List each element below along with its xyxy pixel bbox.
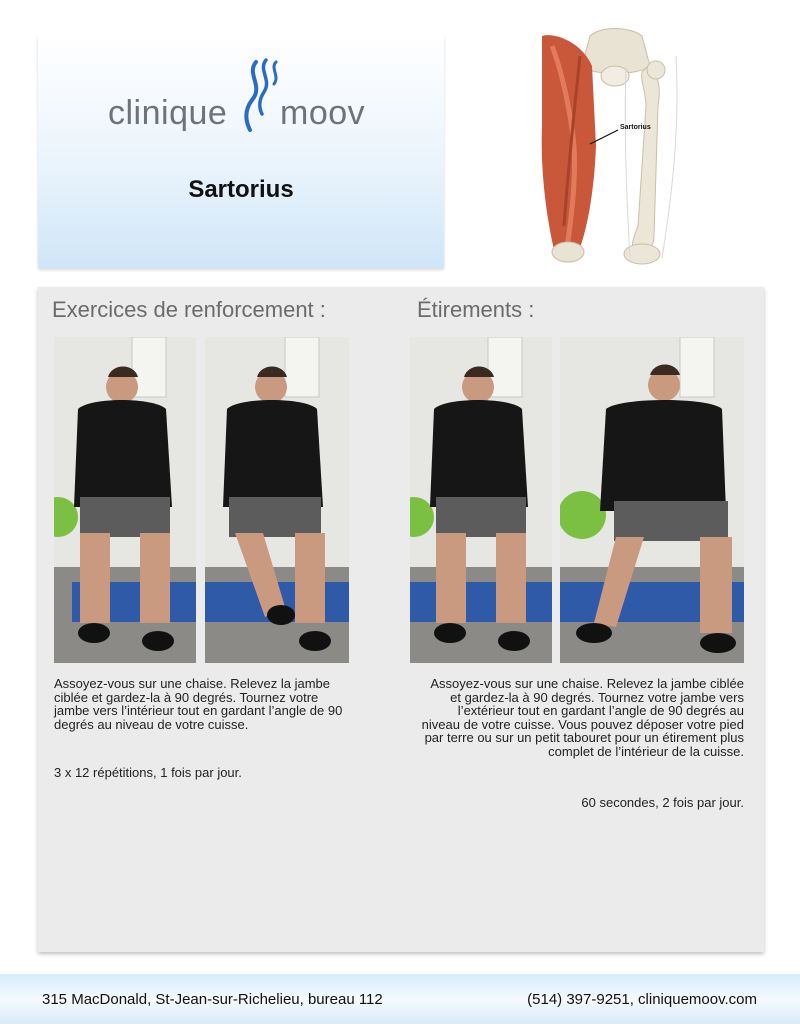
logo-text-clinique: clinique — [108, 94, 228, 132]
footer-address: 315 MacDonald, St-Jean-sur-Richelieu, bureau 112 — [42, 991, 383, 1008]
main-panel — [38, 287, 764, 952]
footer-bar — [0, 974, 800, 1024]
stretching-heading: Étirements : — [417, 297, 535, 322]
exercise-photo-strengthening-start — [54, 337, 196, 663]
stretching-description: Assoyez-vous sur une chaise. Relevez la jambe ciblée et gardez-la à 90 degrés. Tournez votre jambe vers l’extérieur tout en gardant l’angle de 90 degrés au niveau de votre cuisse. Vous pouvez déposer votre pied par terre ou sur un petit tabouret pour un étirement plus complet de l’intérieur de la cuisse. — [421, 676, 744, 759]
sartorius-anatomy-illustration — [530, 26, 700, 268]
page-title: Sartorius — [188, 176, 294, 203]
anatomy-label: Sartorius — [620, 124, 651, 131]
stretching-frequency: 60 secondes, 2 fois par jour. — [581, 795, 744, 810]
strengthening-heading: Exercices de renforcement : — [52, 297, 326, 322]
header-panel — [38, 36, 444, 268]
strengthening-description: Assoyez-vous sur une chaise. Relevez la jambe ciblée et gardez-la à 90 degrés. Tournez votre jambe vers l’intérieur tout en gardant l’angle de 90 degrés au niveau de votre cuisse. — [54, 676, 343, 732]
footer-contact[interactable]: (514) 397-9251, cliniquemoov.com — [527, 991, 757, 1008]
logo-wave-icon — [240, 56, 284, 136]
clinique-moov-logo — [108, 56, 388, 136]
exercise-photo-stretching-outward — [560, 337, 744, 663]
logo-text-moov: moov — [280, 94, 366, 132]
strengthening-frequency: 3 x 12 répétitions, 1 fois par jour. — [54, 765, 242, 780]
exercise-photo-stretching-start — [410, 337, 552, 663]
exercise-photo-strengthening-rotated — [205, 337, 349, 663]
